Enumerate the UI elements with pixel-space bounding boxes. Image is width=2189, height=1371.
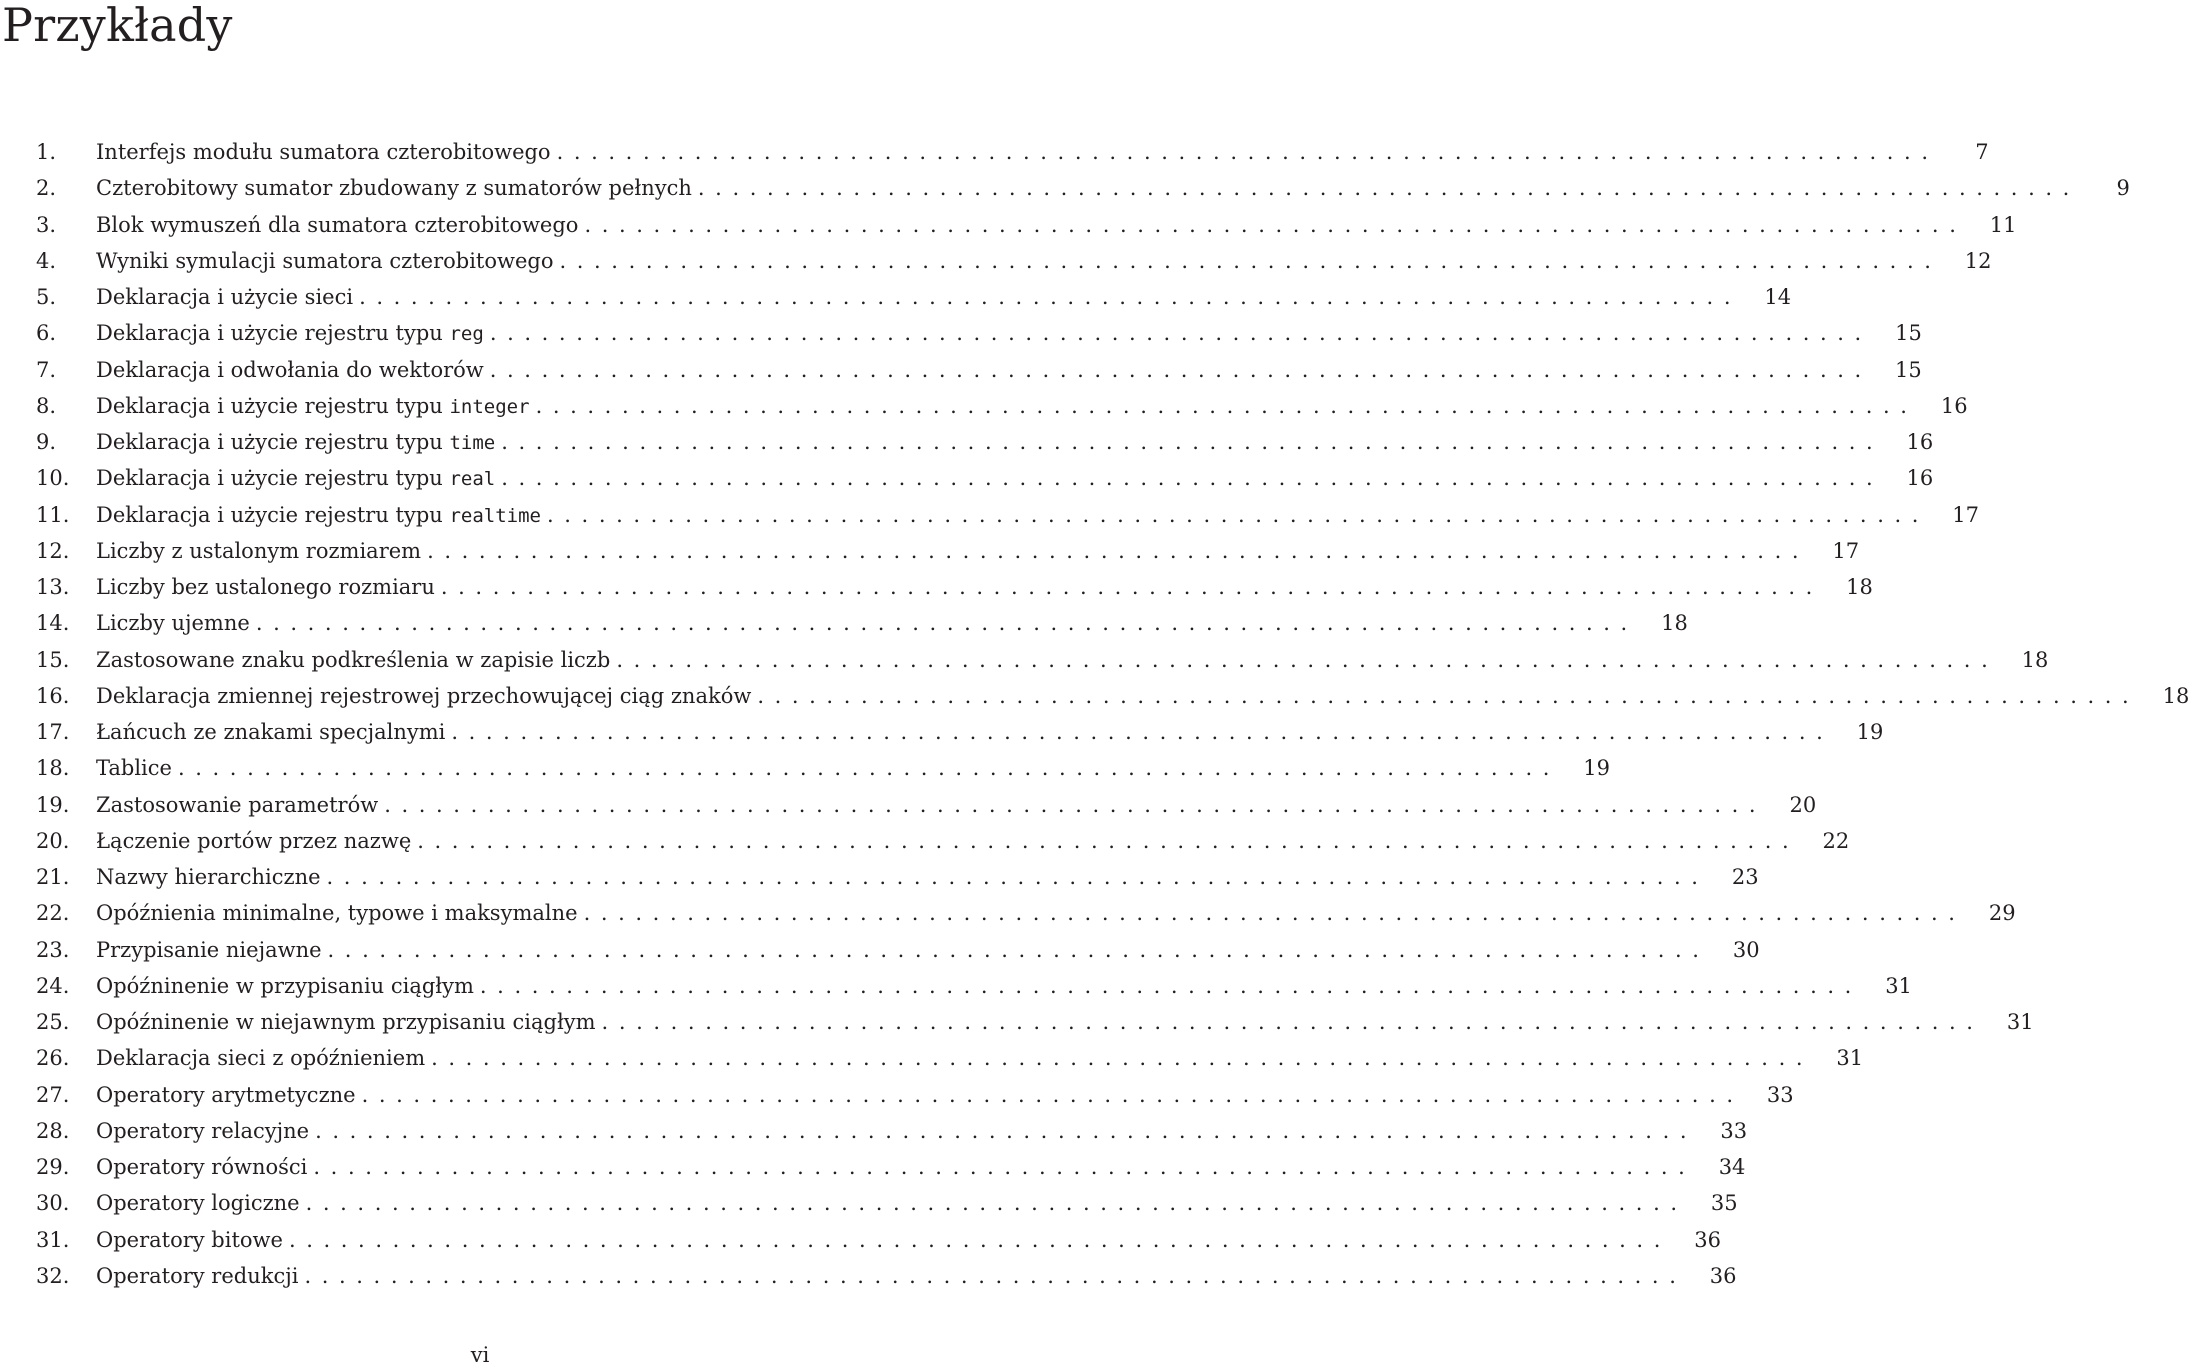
toc-entry[interactable]	[36, 1113, 1748, 1149]
toc-entry[interactable]	[36, 1077, 1794, 1113]
toc-entry-number: 2.	[36, 176, 57, 201]
toc-entry-number: 6.	[36, 321, 57, 346]
toc-entry-title-text: Deklaracja sieci z opóźnieniem	[96, 1046, 426, 1071]
toc-entry[interactable]	[36, 424, 1934, 460]
toc-entry-title	[96, 750, 172, 786]
toc-entry-title-text: Deklaracja zmiennej rejestrowej przechowującej ciąg znaków	[96, 683, 752, 708]
toc-entry[interactable]	[36, 678, 2189, 714]
toc-entry[interactable]	[36, 642, 2049, 678]
page-title: Przykłady	[2, 0, 233, 52]
toc-entry-title	[96, 859, 321, 895]
toc-entry[interactable]	[36, 533, 1860, 569]
toc-entry-number: 14.	[36, 611, 70, 636]
toc-entry[interactable]	[36, 895, 2016, 931]
toc-entry[interactable]	[36, 605, 1688, 641]
toc-entry-title-text: Opóźnienia minimalne, typowe i maksymalne	[96, 901, 578, 926]
toc-entry-page-number: 16	[1940, 393, 1968, 418]
toc-entry-number: 24.	[36, 973, 70, 998]
toc-entry-page-number: 7	[1975, 140, 1989, 164]
toc-entry[interactable]	[36, 497, 1980, 533]
toc-entry-number: 31.	[36, 1227, 70, 1252]
toc-entry-title-text: Operatory bitowe	[96, 1227, 283, 1252]
toc-entry-title-code: reg	[449, 323, 484, 346]
toc-entry[interactable]	[36, 1185, 1738, 1221]
toc-entry-title-text: Zastosowanie parametrów	[96, 792, 379, 817]
dot-leader: ................................................................................	[501, 466, 1884, 491]
toc-entry-page-number: 18	[1661, 611, 1688, 636]
toc-entry-number: 30.	[36, 1191, 70, 1216]
examples-list	[36, 134, 2189, 1294]
toc-entry-page-number: 19	[1583, 756, 1610, 781]
toc-entry-title-text: Przypisanie niejawne	[96, 937, 322, 962]
toc-entry-number: 28.	[36, 1118, 70, 1143]
toc-entry-title-text: Czterobitowy sumator zbudowany z sumatorów pełnych	[96, 176, 692, 201]
dot-leader: ................................................................................	[417, 828, 1800, 853]
toc-entry-title	[96, 279, 353, 315]
dot-leader: ................................................................................	[440, 575, 1823, 599]
toc-entry-page-number: 18	[1846, 575, 1873, 599]
toc-entry-title-text: Liczby z ustalonym rozmiarem	[96, 538, 422, 563]
toc-entry-title	[96, 569, 435, 605]
toc-entry-page-number: 36	[1709, 1263, 1737, 1288]
toc-entry-title-text: Liczby ujemne	[96, 611, 250, 636]
dot-leader: ................................................................................	[479, 973, 1862, 998]
toc-entry[interactable]	[36, 134, 1989, 170]
toc-entry-title	[96, 170, 692, 206]
toc-entry-page-number: 12	[1964, 248, 1992, 273]
dot-leader: ................................................................................	[584, 212, 1967, 237]
dot-leader: ................................................................................	[601, 1010, 1984, 1034]
toc-entry-number: 29.	[36, 1155, 70, 1179]
toc-entry-title	[96, 605, 250, 641]
toc-entry[interactable]	[36, 859, 1759, 895]
toc-entry-number: 12.	[36, 538, 70, 563]
dot-leader: ................................................................................	[616, 647, 1999, 672]
toc-entry-page-number: 16	[1906, 466, 1934, 491]
dot-leader: ................................................................................	[384, 792, 1767, 817]
toc-entry[interactable]	[36, 1258, 1737, 1294]
toc-entry-title	[96, 497, 541, 534]
toc-entry-number: 17.	[36, 720, 70, 744]
toc-entry-title	[96, 388, 530, 425]
toc-entry-number: 18.	[36, 756, 70, 781]
toc-entry-title-text: Wyniki symulacji sumatora czterobitowego	[96, 248, 554, 273]
toc-entry-title-text: Deklaracja i użycie rejestru typu	[96, 430, 450, 454]
dot-leader: ................................................................................	[535, 393, 1918, 418]
toc-entry-title-text: Tablice	[96, 756, 172, 781]
toc-entry-title-text: Interfejs modułu sumatora czterobitowego	[96, 140, 551, 164]
toc-entry-page-number: 29	[1988, 901, 2016, 926]
dot-leader: ................................................................................	[255, 611, 1638, 636]
toc-entry-page-number: 15	[1895, 321, 1922, 346]
dot-leader: ................................................................................	[757, 683, 2140, 708]
toc-entry-number: 9.	[36, 430, 57, 454]
toc-entry-title-text: Deklaracja i użycie rejestru typu	[96, 502, 450, 527]
toc-entry-number: 4.	[36, 248, 57, 273]
toc-entry-title	[96, 134, 551, 170]
toc-entry-title	[96, 1004, 596, 1040]
toc-entry-title-text: Deklaracja i użycie rejestru typu	[96, 466, 450, 491]
toc-entry-title-text: Deklaracja i odwołania do wektorów	[96, 357, 484, 382]
toc-entry[interactable]	[36, 243, 1992, 279]
toc-entry-page-number: 14	[1764, 285, 1792, 309]
toc-entry-title	[96, 315, 484, 352]
dot-leader: ................................................................................	[326, 865, 1709, 889]
toc-entry-title-text: Operatory równości	[96, 1155, 308, 1179]
toc-entry[interactable]	[36, 823, 1850, 859]
toc-entry[interactable]	[36, 352, 1922, 388]
toc-entry[interactable]	[36, 932, 1760, 968]
toc-entry[interactable]	[36, 968, 1912, 1004]
dot-leader: ................................................................................	[501, 430, 1884, 454]
toc-entry-title-text: Opóźninenie w niejawnym przypisaniu ciągłym	[96, 1010, 596, 1034]
toc-entry-page-number: 17	[1832, 538, 1860, 563]
dot-leader: ................................................................................	[489, 321, 1872, 346]
toc-entry-title-text: Nazwy hierarchiczne	[96, 865, 321, 889]
toc-entry-title-text: Deklaracja i użycie sieci	[96, 285, 354, 309]
toc-entry-page-number: 20	[1789, 792, 1817, 817]
dot-leader: ................................................................................	[489, 357, 1872, 382]
toc-entry-page-number: 16	[1906, 430, 1934, 454]
dot-leader: ................................................................................	[313, 1155, 1696, 1179]
toc-entry-page-number: 34	[1718, 1155, 1746, 1179]
toc-entry-title-text: Deklaracja i użycie rejestru typu	[96, 393, 450, 418]
toc-entry-title-code: realtime	[449, 504, 541, 527]
toc-entry[interactable]	[36, 460, 1934, 496]
toc-entry-page-number: 33	[1720, 1118, 1748, 1143]
dot-leader: ................................................................................	[559, 248, 1942, 273]
dot-leader: ................................................................................	[177, 756, 1560, 781]
toc-entry[interactable]	[36, 170, 2130, 206]
toc-entry-number: 10.	[36, 466, 70, 491]
toc-entry-number: 27.	[36, 1082, 70, 1107]
toc-entry-title-text: Zastosowane znaku podkreślenia w zapisie liczb	[96, 647, 611, 672]
toc-entry-title-text: Blok wymuszeń dla sumatora czterobitowego	[96, 212, 579, 237]
toc-entry[interactable]	[36, 315, 1922, 351]
toc-entry-title	[96, 352, 484, 388]
toc-entry-page-number: 9	[2116, 176, 2130, 201]
toc-entry-page-number: 18	[2021, 647, 2049, 672]
dot-leader: ................................................................................	[697, 176, 2080, 201]
toc-entry-number: 32.	[36, 1263, 70, 1288]
toc-entry-number: 11.	[36, 502, 70, 527]
toc-entry-title	[96, 1149, 307, 1185]
toc-entry-title	[96, 678, 751, 714]
toc-entry-page-number: 17	[1952, 502, 1980, 527]
toc-entry-page-number: 30	[1732, 937, 1760, 962]
dot-leader: ................................................................................	[431, 1046, 1814, 1071]
dot-leader: ................................................................................	[361, 1082, 1744, 1107]
toc-entry-title	[96, 424, 495, 461]
toc-entry[interactable]	[36, 1149, 1746, 1185]
toc-entry-title	[96, 787, 378, 823]
toc-entry-title	[96, 1040, 425, 1076]
toc-entry-number: 13.	[36, 575, 70, 599]
toc-entry-title	[96, 1222, 283, 1258]
dot-leader: ................................................................................	[327, 937, 1710, 962]
toc-entry-number: 26.	[36, 1046, 70, 1071]
toc-entry-title	[96, 1113, 309, 1149]
toc-entry-title	[96, 207, 578, 243]
toc-entry-title	[96, 1258, 298, 1294]
toc-entry-page-number: 31	[1885, 973, 1912, 998]
toc-entry-number: 15.	[36, 647, 70, 672]
toc-entry-page-number: 19	[1856, 720, 1884, 744]
toc-entry-page-number: 15	[1895, 357, 1922, 382]
toc-entry-number: 5.	[36, 285, 57, 309]
toc-entry-title	[96, 642, 610, 678]
toc-entry[interactable]	[36, 569, 1873, 605]
toc-entry[interactable]	[36, 787, 1817, 823]
toc-entry[interactable]	[36, 279, 1792, 315]
toc-entry-title-text: Łączenie portów przez nazwę	[96, 828, 412, 853]
toc-entry-page-number: 31	[2006, 1010, 2034, 1034]
toc-entry-number: 8.	[36, 393, 57, 418]
toc-entry-title-code: real	[449, 468, 496, 491]
toc-entry[interactable]	[36, 207, 2017, 243]
toc-entry-title-text: Liczby bez ustalonego rozmiaru	[96, 575, 435, 599]
dot-leader: ................................................................................	[304, 1263, 1687, 1288]
toc-entry[interactable]	[36, 1040, 1864, 1076]
dot-leader: ................................................................................	[305, 1191, 1688, 1216]
dot-leader: ................................................................................	[583, 901, 1966, 926]
toc-entry-title-code: time	[449, 432, 496, 454]
toc-entry-page-number: 31	[1836, 1046, 1864, 1071]
dot-leader: ................................................................................	[288, 1227, 1671, 1252]
toc-entry-title-text: Operatory relacyjne	[96, 1118, 310, 1143]
toc-entry-page-number: 23	[1731, 865, 1759, 889]
toc-entry-number: 16.	[36, 683, 70, 708]
toc-entry-title	[96, 895, 578, 931]
toc-entry-title-text: Deklaracja i użycie rejestru typu	[96, 321, 450, 346]
toc-entry-title-code: integer	[449, 395, 530, 418]
toc-entry-page-number: 36	[1694, 1227, 1721, 1252]
toc-entry[interactable]	[36, 714, 1884, 750]
toc-entry-page-number: 33	[1766, 1082, 1794, 1107]
toc-entry[interactable]	[36, 750, 1610, 786]
dot-leader: ................................................................................	[556, 140, 1939, 164]
toc-entry-title	[96, 968, 474, 1004]
toc-entry-number: 19.	[36, 792, 70, 817]
toc-entry-title	[96, 1185, 300, 1221]
toc-entry-title-text: Operatory arytmetyczne	[96, 1082, 356, 1107]
dot-leader: ................................................................................	[315, 1118, 1698, 1143]
toc-entry-page-number: 18	[2162, 683, 2189, 708]
toc-entry[interactable]	[36, 1222, 1721, 1258]
toc-entry-title	[96, 243, 553, 279]
toc-entry-title-text: Operatory logiczne	[96, 1191, 300, 1216]
toc-entry-number: 1.	[36, 140, 57, 164]
dot-leader: ................................................................................	[359, 285, 1742, 309]
toc-entry-number: 3.	[36, 212, 57, 237]
toc-entry-number: 7.	[36, 357, 57, 382]
dot-leader: ................................................................................	[547, 502, 1930, 527]
toc-entry-title-text: Opóźninenie w przypisaniu ciągłym	[96, 973, 474, 998]
toc-entry-title-text: Operatory redukcji	[96, 1263, 299, 1288]
toc-entry-title	[96, 932, 322, 968]
toc-entry-title	[96, 1077, 356, 1113]
page-number: vi	[470, 1343, 490, 1367]
toc-entry-page-number: 22	[1822, 828, 1850, 853]
dot-leader: ................................................................................	[451, 720, 1834, 744]
dot-leader: ................................................................................	[427, 538, 1810, 563]
toc-entry[interactable]	[36, 1004, 2034, 1040]
toc-entry-title-text: Łańcuch ze znakami specjalnymi	[96, 720, 446, 744]
toc-entry-number: 25.	[36, 1010, 70, 1034]
toc-entry-title	[96, 823, 411, 859]
toc-entry-page-number: 35	[1710, 1191, 1738, 1216]
toc-entry-number: 23.	[36, 937, 70, 962]
toc-entry-number: 22.	[36, 901, 70, 926]
toc-entry-number: 20.	[36, 828, 70, 853]
toc-entry[interactable]	[36, 388, 1968, 424]
toc-entry-title	[96, 460, 495, 497]
toc-entry-title	[96, 714, 445, 750]
toc-entry-page-number: 11	[1989, 212, 2017, 237]
toc-entry-number: 21.	[36, 865, 70, 889]
toc-entry-title	[96, 533, 421, 569]
